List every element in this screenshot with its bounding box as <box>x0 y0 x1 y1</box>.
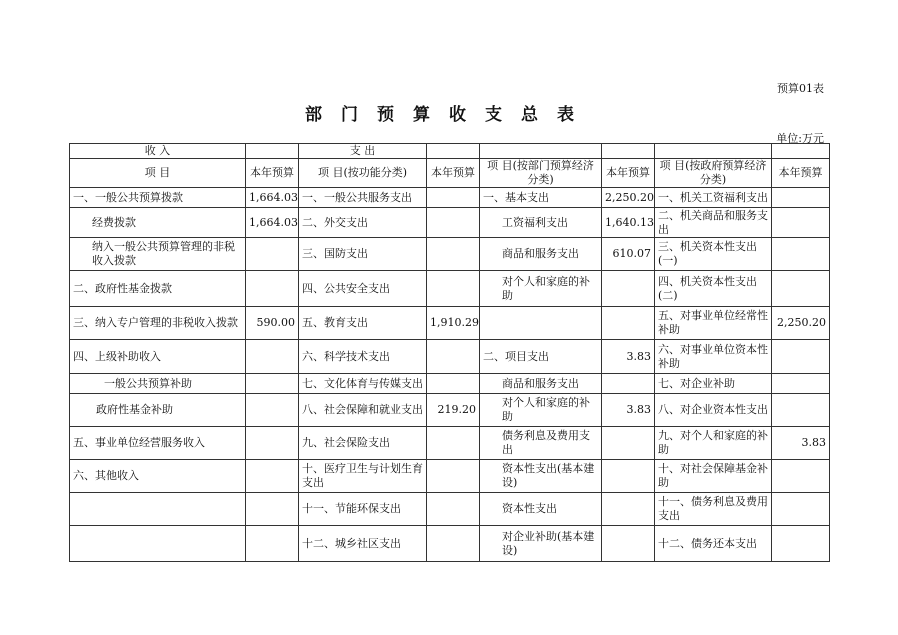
func-item-cell: 七、文化体育与传媒支出 <box>299 374 427 394</box>
income-item-cell <box>70 493 246 526</box>
income-value-cell <box>246 374 299 394</box>
dept-value-cell: 610.07 <box>602 238 655 271</box>
income-value-cell <box>246 427 299 460</box>
table-row <box>70 394 830 427</box>
gov-item-cell: 一、机关工资福利支出 <box>655 188 772 208</box>
dept-item-cell: 对个人和家庭的补助 <box>480 271 602 307</box>
empty-cell <box>602 144 655 159</box>
gov-item-cell: 六、对事业单位资本性补助 <box>655 340 772 374</box>
empty-cell <box>427 144 480 159</box>
income-value-cell: 1,664.03 <box>246 208 299 238</box>
dept-item-cell <box>480 307 602 340</box>
income-item-cell: 五、事业单位经营服务收入 <box>70 427 246 460</box>
dept-item-cell: 二、项目支出 <box>480 340 602 374</box>
income-item-cell: 二、政府性基金拨款 <box>70 271 246 307</box>
dept-value-cell: 3.83 <box>602 394 655 427</box>
col-dept-header: 项 目(按部门预算经济分类) <box>480 159 602 188</box>
gov-item-cell: 九、对个人和家庭的补助 <box>655 427 772 460</box>
func-value-cell <box>427 427 480 460</box>
func-item-cell: 五、教育支出 <box>299 307 427 340</box>
func-value-cell <box>427 374 480 394</box>
dept-value-cell <box>602 427 655 460</box>
func-value-cell <box>427 208 480 238</box>
gov-item-cell: 三、机关资本性支出(一) <box>655 238 772 271</box>
dept-value-cell <box>602 271 655 307</box>
income-value-cell <box>246 493 299 526</box>
table-row <box>70 238 830 271</box>
income-header: 收 入 <box>70 144 246 159</box>
dept-value-cell <box>602 493 655 526</box>
budget-table <box>69 143 830 562</box>
func-item-cell: 一、一般公共服务支出 <box>299 188 427 208</box>
func-value-cell <box>427 526 480 562</box>
table-row <box>70 374 830 394</box>
table-row <box>70 340 830 374</box>
income-value-cell <box>246 340 299 374</box>
gov-item-cell: 五、对事业单位经常性补助 <box>655 307 772 340</box>
col-budget-header: 本年预算 <box>772 159 830 188</box>
dept-item-cell: 工资福利支出 <box>480 208 602 238</box>
dept-value-cell <box>602 526 655 562</box>
col-budget-header: 本年预算 <box>246 159 299 188</box>
table-row <box>70 307 830 340</box>
income-value-cell <box>246 394 299 427</box>
func-value-cell <box>427 271 480 307</box>
func-value-cell <box>427 460 480 493</box>
gov-item-cell: 八、对企业资本性支出 <box>655 394 772 427</box>
header-row-group <box>70 144 830 159</box>
dept-value-cell <box>602 307 655 340</box>
gov-item-cell: 二、机关商品和服务支出 <box>655 208 772 238</box>
income-item-cell: 一、一般公共预算拨款 <box>70 188 246 208</box>
income-item-cell <box>70 526 246 562</box>
col-gov-header: 项 目(按政府预算经济分类) <box>655 159 772 188</box>
income-item-cell: 纳入一般公共预算管理的非税收入拨款 <box>70 238 246 271</box>
income-value-cell <box>246 238 299 271</box>
gov-item-cell: 十、对社会保障基金补助 <box>655 460 772 493</box>
gov-item-cell: 四、机关资本性支出(二) <box>655 271 772 307</box>
func-value-cell <box>427 493 480 526</box>
gov-value-cell <box>772 271 830 307</box>
func-item-cell: 十、医疗卫生与计划生育支出 <box>299 460 427 493</box>
col-budget-header: 本年预算 <box>602 159 655 188</box>
income-item-cell: 六、其他收入 <box>70 460 246 493</box>
empty-cell <box>480 144 602 159</box>
table-code: 预算01表 <box>777 82 824 95</box>
dept-item-cell: 资本性支出(基本建设) <box>480 460 602 493</box>
empty-cell <box>655 144 772 159</box>
header-row-columns <box>70 159 830 188</box>
empty-cell <box>772 144 830 159</box>
col-budget-header: 本年预算 <box>427 159 480 188</box>
table-row <box>70 526 830 562</box>
func-value-cell <box>427 238 480 271</box>
func-item-cell: 九、社会保险支出 <box>299 427 427 460</box>
gov-item-cell: 七、对企业补助 <box>655 374 772 394</box>
gov-value-cell: 2,250.20 <box>772 307 830 340</box>
gov-value-cell <box>772 526 830 562</box>
page-title: 部门预算收支总表 <box>305 105 593 125</box>
income-item-cell: 经费拨款 <box>70 208 246 238</box>
gov-value-cell <box>772 340 830 374</box>
income-item-cell: 一般公共预算补助 <box>70 374 246 394</box>
unit-label: 单位:万元 <box>776 132 824 145</box>
func-item-cell: 二、外交支出 <box>299 208 427 238</box>
col-func-header: 项 目(按功能分类) <box>299 159 427 188</box>
gov-value-cell: 3.83 <box>772 427 830 460</box>
func-item-cell: 四、公共安全支出 <box>299 271 427 307</box>
expense-header: 支 出 <box>299 144 427 159</box>
table-row <box>70 188 830 208</box>
table-row <box>70 493 830 526</box>
gov-value-cell <box>772 374 830 394</box>
table-row <box>70 208 830 238</box>
func-item-cell: 八、社会保障和就业支出 <box>299 394 427 427</box>
table-row <box>70 271 830 307</box>
gov-item-cell: 十一、债务利息及费用支出 <box>655 493 772 526</box>
dept-value-cell <box>602 460 655 493</box>
dept-item-cell: 资本性支出 <box>480 493 602 526</box>
dept-item-cell: 一、基本支出 <box>480 188 602 208</box>
func-item-cell: 三、国防支出 <box>299 238 427 271</box>
income-value-cell: 1,664.03 <box>246 188 299 208</box>
func-item-cell: 十一、节能环保支出 <box>299 493 427 526</box>
gov-value-cell <box>772 238 830 271</box>
income-item-cell: 政府性基金补助 <box>70 394 246 427</box>
dept-value-cell: 1,640.13 <box>602 208 655 238</box>
dept-item-cell: 对企业补助(基本建设) <box>480 526 602 562</box>
func-item-cell: 六、科学技术支出 <box>299 340 427 374</box>
dept-value-cell: 2,250.20 <box>602 188 655 208</box>
gov-item-cell: 十二、债务还本支出 <box>655 526 772 562</box>
dept-value-cell: 3.83 <box>602 340 655 374</box>
empty-cell <box>246 144 299 159</box>
dept-item-cell: 商品和服务支出 <box>480 374 602 394</box>
func-item-cell: 十二、城乡社区支出 <box>299 526 427 562</box>
income-value-cell <box>246 460 299 493</box>
gov-value-cell <box>772 493 830 526</box>
income-value-cell: 590.00 <box>246 307 299 340</box>
gov-value-cell <box>772 208 830 238</box>
dept-item-cell: 债务利息及费用支出 <box>480 427 602 460</box>
table-row <box>70 460 830 493</box>
gov-value-cell <box>772 460 830 493</box>
func-value-cell: 1,910.29 <box>427 307 480 340</box>
col-item-header: 项 目 <box>70 159 246 188</box>
func-value-cell: 219.20 <box>427 394 480 427</box>
gov-value-cell <box>772 188 830 208</box>
gov-value-cell <box>772 394 830 427</box>
table-row <box>70 427 830 460</box>
func-value-cell <box>427 188 480 208</box>
dept-value-cell <box>602 374 655 394</box>
income-value-cell <box>246 526 299 562</box>
income-item-cell: 四、上级补助收入 <box>70 340 246 374</box>
income-item-cell: 三、纳入专户管理的非税收入拨款 <box>70 307 246 340</box>
dept-item-cell: 对个人和家庭的补助 <box>480 394 602 427</box>
income-value-cell <box>246 271 299 307</box>
func-value-cell <box>427 340 480 374</box>
dept-item-cell: 商品和服务支出 <box>480 238 602 271</box>
